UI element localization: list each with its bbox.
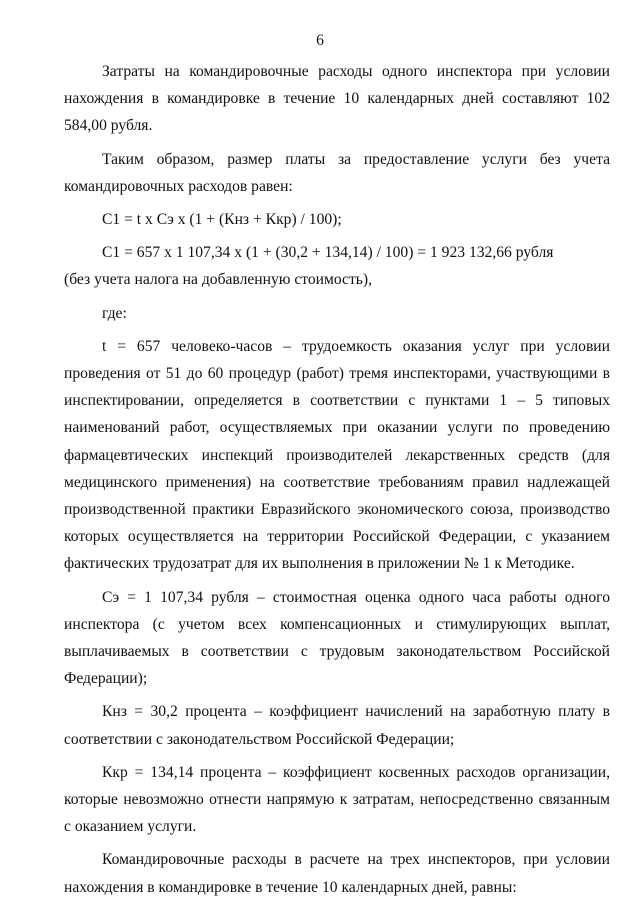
definition-knz: Кнз = 30,2 процента – коэффициент начислений на заработную плату в соответствии с законодательством Российской Федерации; [64, 703, 610, 748]
fee-formula: C1 = t x Cэ x (1 + (Кнз + Ккр) / 100); [102, 211, 342, 229]
fee-intro-paragraph: Таким образом, размер платы за предоставление услуги без учета командировочных расходов равен: [64, 150, 610, 195]
vat-note: (без учета налога на добавленную стоимость), [64, 271, 372, 289]
travel-cost-paragraph: Затраты на командировочные расходы одного инспектора при условии нахождения в командировке в течение 10 календарных дней составляют 102 584,00 рубля. [64, 63, 610, 135]
travel-expenses-intro: Командировочные расходы в расчете на трех инспекторов, при условии нахождения в командировке в течение 10 календарных дней, равны: [64, 851, 610, 896]
document-body [64, 58, 610, 907]
fee-calculation: C1 = 657 x 1 107,34 x (1 + (30,2 + 134,14) / 100) = 1 923 132,66 рубля [102, 244, 554, 262]
definition-t: t = 657 человеко-часов – трудоемкость оказания услуг при условии проведения от 51 до 60 процедур (работ) тремя инспекторами, участвующими в инспектировании, определяется в соответствии с пунктами 1 – 5 типовых наименований работ, осуществляемых при оказании услуги по проведению фармацевтических инспекций производителей лекарственных средств (для медицинского применения) на соответствие требованиям правил надлежащей производственной практики Евразийского экономического союза, производство которых осуществляется на территории Российской Федерации, с указанием фактических трудозатрат для их выполнения в приложении № 1 к Методике. [64, 337, 610, 573]
definition-kkr: Ккр = 134,14 процента – коэффициент косвенных расходов организации, которые невозможно отнести напрямую к затратам, непосредственно связанным с оказанием услуги. [64, 763, 610, 836]
where-label: где: [102, 304, 127, 322]
definition-ce: Cэ = 1 107,34 рубля – стоимостная оценка одного часа работы одного инспектора (с учетом всех компенсационных и стимулирующих выплат, выплачиваемых в соответствии с трудовым законодательством Российской Федерации); [64, 588, 610, 688]
page-number: 6 [316, 32, 324, 49]
